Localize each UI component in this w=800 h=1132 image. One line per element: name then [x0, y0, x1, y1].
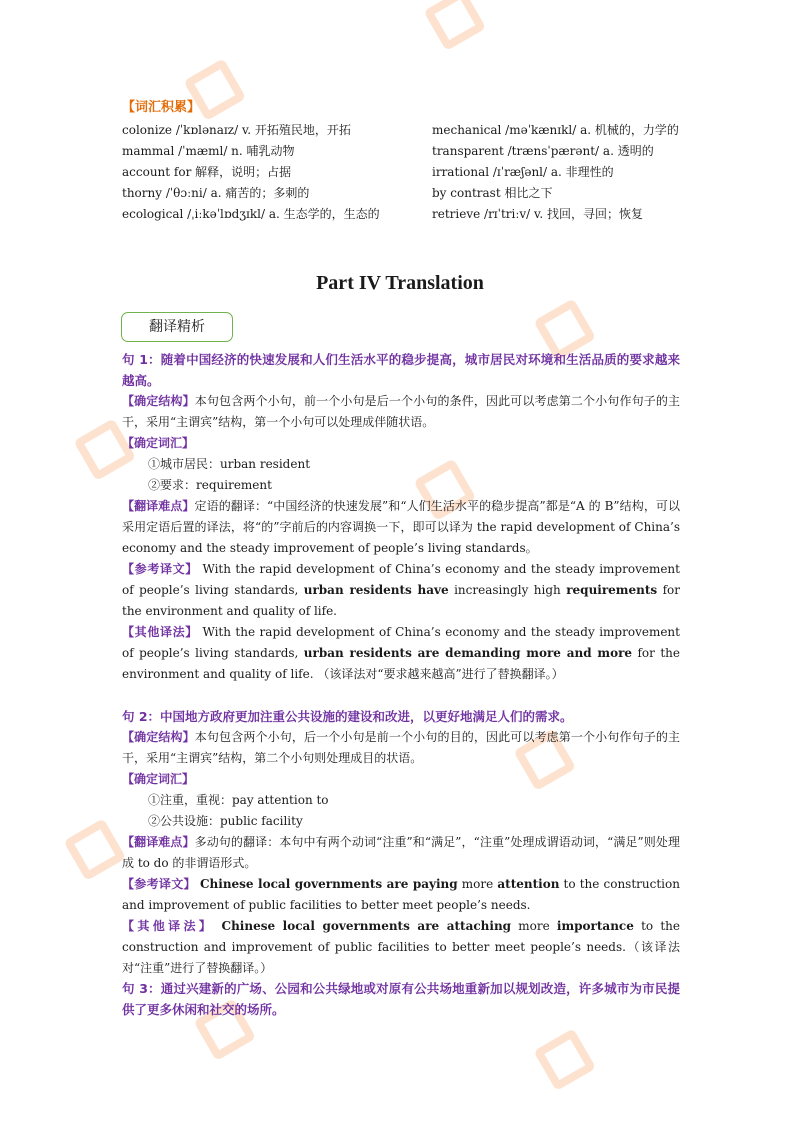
vocab-row [122, 204, 682, 225]
vocab-entry: ①城市居民：urban resident [148, 457, 311, 471]
part-title: Part IV Translation [316, 272, 484, 294]
watermark [421, 0, 493, 51]
vocab-item: ecological /ˌiːkəˈlɒdʒɪkl/ a. 生态学的，生态的 [122, 207, 380, 221]
difficulty-note: 【翻译难点】定语的翻译：“中国经济的快速发展”和“人们生活水平的稳步提高”都是“A 的 B”结构，可以采用定语后置的译法，将“的”字前后的内容调换一下，即可以译为 the rapid development of China’s economy and the steady improvement of people’s living standards。 [122, 499, 680, 555]
alternative-translation: 【其他译法】 Chinese local governments are attaching more importance to the construction and improvement of public facilities to better meet people’s needs.（该译法对“注重”进行了替换翻译。） [122, 919, 680, 975]
vocab-entry: ①注重，重视：pay attention to [148, 793, 329, 807]
structure-note: 【确定结构】本句包含两个小句，后一个小句是前一个小句的目的，因此可以考虑第一个小句作句子的主干，采用“主谓宾”结构，第二个小句则处理成目的状语。 [122, 730, 680, 765]
vocab-item: mammal /ˈmæml/ n. 哺乳动物 [122, 144, 295, 158]
vocab-label: 【确定词汇】 [122, 436, 195, 450]
sentence-2-text: 句 2：中国地方政府更加注重公共设施的建设和改进，以更好地满足人们的需求。 [122, 709, 573, 724]
sentence-1-text: 句 1：随着中国经济的快速发展和人们生活水平的稳步提高，城市居民对环境和生活品质的要求越来越高。 [122, 352, 680, 388]
reference-translation: 【参考译文】 With the rapid development of China’s economy and the steady improvement of people’s living standards, urban residents have increasingly high requirements for the environment and quality of life. [122, 562, 680, 618]
alternative-translation: 【其他译法】 With the rapid development of China’s economy and the steady improvement of people’s living standards, urban residents are demanding more and more for the environment and quality of life. （该译法对“要求越来越高”进行了替换翻译。） [122, 625, 680, 681]
vocab-item: transparent /trænsˈpærənt/ a. 透明的 [432, 144, 654, 158]
section-tab: 翻译精析 [121, 312, 233, 342]
vocab-list [122, 120, 682, 225]
vocab-item: by contrast 相比之下 [432, 186, 553, 200]
sentence-3-text: 句 3：通过兴建新的广场、公园和公共绿地或对原有公共场地重新加以规划改造，许多城市为市民提供了更多休闲和社交的场所。 [122, 981, 680, 1017]
vocab-item: mechanical /məˈkænɪkl/ a. 机械的，力学的 [432, 123, 679, 137]
vocab-row [122, 162, 682, 183]
vocab-label: 【确定词汇】 [122, 772, 195, 786]
vocab-item: retrieve /rɪˈtriːv/ v. 找回，寻回；恢复 [432, 207, 644, 221]
vocab-item: account for 解释，说明；占据 [122, 165, 292, 179]
structure-note: 【确定结构】本句包含两个小句，前一个小句是后一个小句的条件，因此可以考虑第二个小句作句子的主干，采用“主谓宾”结构，第一个小句可以处理成伴随状语。 [122, 394, 680, 429]
vocab-item: thorny /ˈθɔːni/ a. 痛苦的；多刺的 [122, 186, 310, 200]
vocab-item: irrational /ɪˈræʃənl/ a. 非理性的 [432, 165, 614, 179]
sentence-1-block [122, 349, 680, 685]
difficulty-note: 【翻译难点】多动句的翻译：本句中有两个动词“注重”和“满足”，“注重”处理成谓语动词，“满足”则处理成 to do 的非谓语形式。 [122, 835, 680, 870]
vocab-row [122, 141, 682, 162]
sentence-2-block [122, 706, 680, 979]
vocab-item: colonize /ˈkɒlənaɪz/ v. 开拓殖民地，开拓 [122, 123, 351, 137]
vocab-entry: ②公共设施：public facility [148, 814, 303, 828]
vocab-entry: ②要求：requirement [148, 478, 272, 492]
vocab-row [122, 183, 682, 204]
reference-translation: 【参考译文】 Chinese local governments are paying more attention to the construction and improvement of public facilities to better meet people’s needs. [122, 877, 680, 912]
vocab-heading: 【词汇积累】 [122, 100, 201, 115]
watermark [531, 1020, 603, 1091]
sentence-3-block [122, 978, 680, 1020]
vocab-row [122, 120, 682, 141]
